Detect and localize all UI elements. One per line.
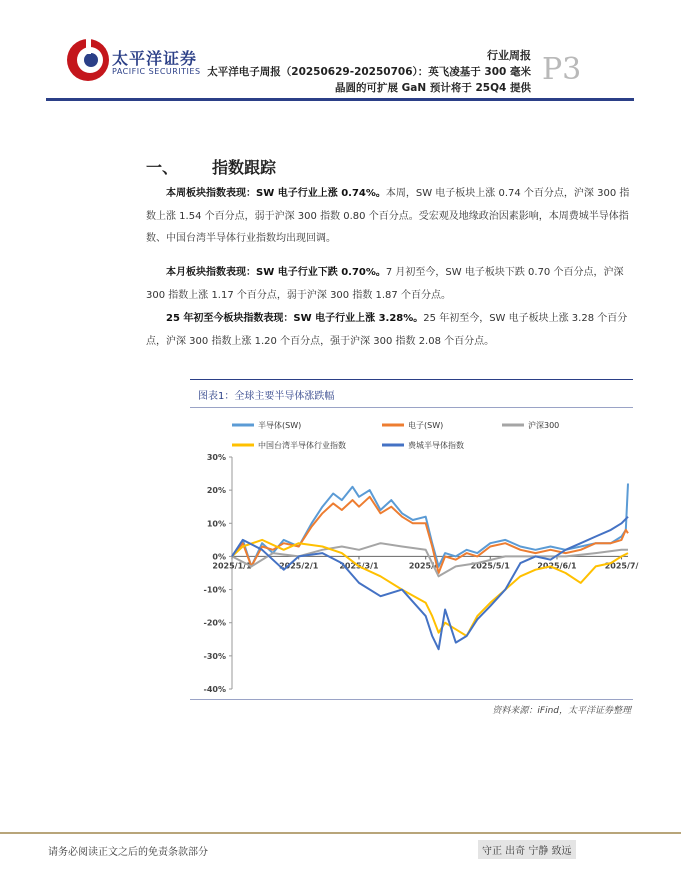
- paragraph-weekly: [146, 183, 634, 251]
- figure-title-rule: [190, 407, 633, 408]
- x-tick-label: 2025/6/1: [537, 561, 577, 571]
- x-tick-label: 2025/3/1: [339, 561, 379, 571]
- figure-bottom-rule: [190, 699, 633, 700]
- x-tick-label: 2025/5/1: [470, 561, 510, 571]
- paragraph-monthly: [146, 262, 634, 307]
- document-type: 行业周报: [487, 49, 531, 62]
- paragraph-lead: 本月板块指数表现：SW 电子行业下跌 0.70%。: [166, 267, 386, 278]
- paragraph-ytd: [146, 308, 634, 353]
- y-tick-label: 0%: [212, 552, 226, 562]
- page-number: P3: [542, 52, 582, 87]
- brand-name: 太平洋证券: [112, 49, 198, 68]
- paragraph-text: 本周，SW 电子板块上涨 0.74 个百分点，沪深 300 指数上涨 1.54 个百分点，弱于沪深 300 指数 0.80 个百分点。受宏观及地缘政治因素影响，本周费城半导体指数、中国台湾半导体行业指数均出现回调。: [146, 188, 630, 244]
- footer-disclaimer: 请务必阅读正文之后的免责条款部分: [48, 847, 208, 858]
- y-tick-label: 30%: [206, 453, 226, 462]
- y-tick-label: -20%: [203, 618, 226, 628]
- paragraph-lead: 25 年初至今板块指数表现：SW 电子行业上涨 3.28%。: [166, 313, 424, 324]
- footer-motto: 守正 出奇 宁静 致远: [478, 840, 576, 859]
- section-number: 一、: [146, 158, 179, 177]
- section-title: 指数跟踪: [212, 158, 277, 177]
- paragraph-text: 7 月初至今，SW 电子板块下跌 0.70 个百分点，沪深 300 指数上涨 1.17 个百分点，弱于沪深 300 指数 1.87 个百分点。: [146, 267, 624, 301]
- legend-label: 半导体(SW): [258, 421, 302, 430]
- document-title-line2: 晶圆的可扩展 GaN 预计将于 25Q4 提供: [335, 82, 531, 94]
- y-tick-label: -40%: [203, 685, 226, 694]
- series-line: [232, 540, 628, 636]
- figure-title: 图表1：全球主要半导体涨跌幅: [198, 391, 335, 402]
- legend-label: 中国台湾半导体行业指数: [258, 441, 346, 450]
- x-tick-label: 2025/4/: [408, 561, 443, 571]
- legend-label: 电子(SW): [408, 421, 444, 430]
- y-tick-label: -10%: [203, 585, 226, 595]
- header-divider: [46, 98, 634, 101]
- x-tick-label: 2025/1/1: [212, 561, 252, 571]
- y-tick-label: 10%: [206, 519, 226, 529]
- line-chart: [190, 410, 639, 698]
- x-tick-label: 2025/7/: [604, 561, 639, 571]
- series-line: [232, 484, 628, 567]
- x-tick-label: 2025/2/1: [279, 561, 319, 571]
- company-logo: [64, 36, 112, 84]
- document-title-line1: 太平洋电子周报（20250629-20250706）：英飞凌基于 300 毫米: [207, 66, 531, 78]
- legend-label: 费城半导体指数: [408, 441, 464, 450]
- figure-source: 资料来源：iFind，太平洋证券整理: [492, 706, 631, 716]
- legend-label: 沪深300: [528, 421, 560, 430]
- paragraph-lead: 本周板块指数表现：SW 电子行业上涨 0.74%。: [166, 188, 386, 199]
- y-tick-label: 20%: [206, 486, 226, 496]
- paragraph-text: 25 年初至今，SW 电子板块上涨 3.28 个百分点，沪深 300 指数上涨 1.20 个百分点，强于沪深 300 指数 2.08 个百分点。: [146, 313, 628, 347]
- y-tick-label: -30%: [203, 651, 226, 661]
- footer-divider: [0, 832, 681, 834]
- brand-name-english: PACIFIC SECURITIES: [112, 67, 201, 76]
- figure-top-rule: [190, 379, 633, 380]
